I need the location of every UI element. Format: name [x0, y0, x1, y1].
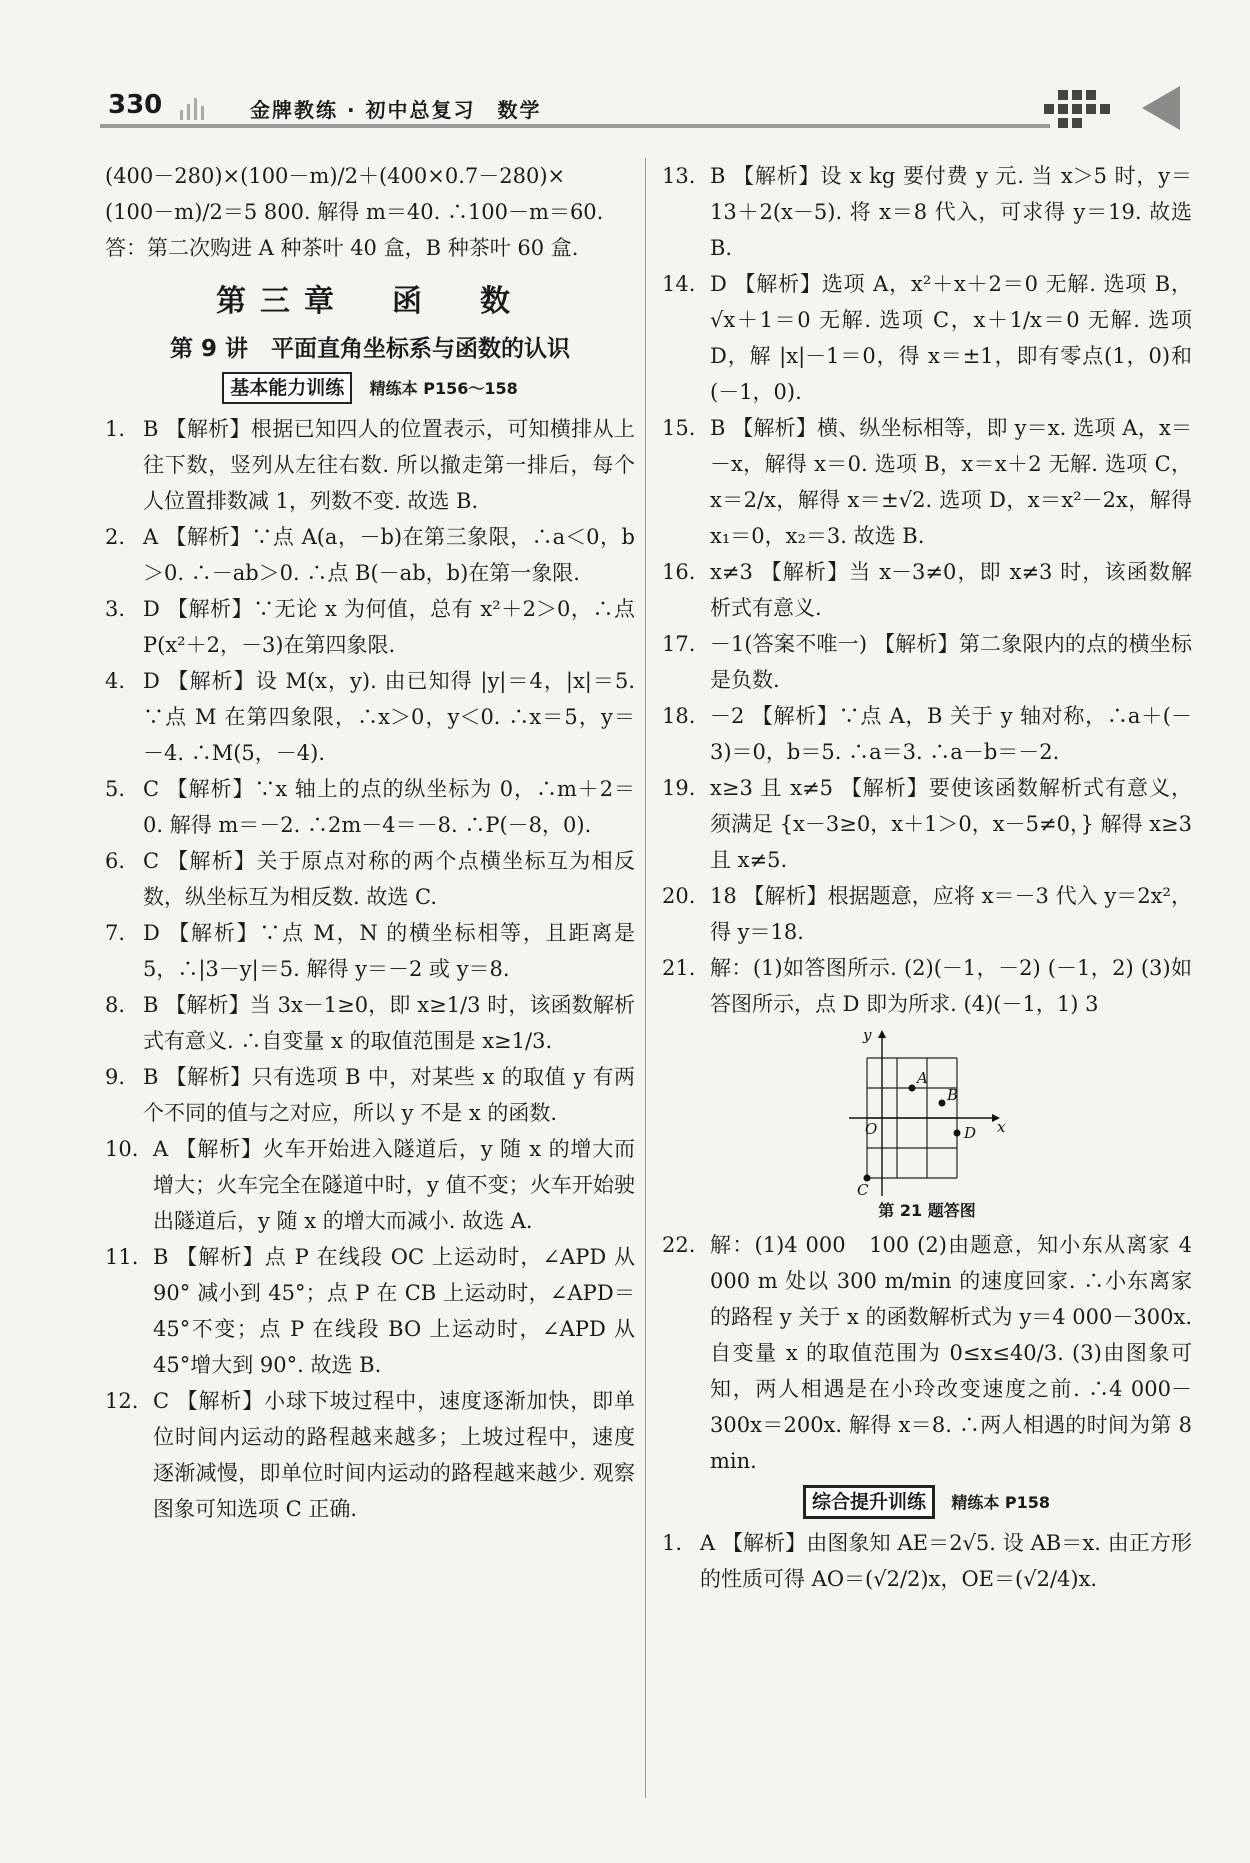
answer-item: 11. B 【解析】点 P 在线段 OC 上运动时，∠APD 从 90° 减小到 45°；点 P 在 CB 上运动时，∠APD＝45°不变；点 P 在线段 BO 上运动时，∠APD 从 45°增大到 90°. 故选 B.: [105, 1245, 635, 1377]
answer-item: 3. D 【解析】∵无论 x 为何值，总有 x²＋2＞0，∴点 P(x²＋2，－3)在第四象限.: [105, 597, 635, 657]
section-title-basic: 基本能力训练: [222, 372, 352, 404]
origin-label: O: [865, 1120, 878, 1138]
point-b-label: B: [947, 1086, 959, 1104]
coordinate-grid-svg: [827, 1028, 1027, 1198]
continued-line-1: (400－280)×(100－m)/2＋(400×0.7－280)×: [105, 164, 566, 188]
page-header: [100, 80, 1180, 132]
answer-item: 6. C 【解析】关于原点对称的两个点横坐标互为相反数，纵坐标互为相反数. 故选 C.: [105, 849, 635, 909]
answer-item: 14. D 【解析】选项 A，x²＋x＋2＝0 无解. 选项 B，√x＋1＝0 无解. 选项 C，x＋1/x＝0 无解. 选项 D，解 |x|－1＝0，得 x＝±1，即有零点(1，0)和(－1，0).: [662, 272, 1192, 404]
answer-item: 22. 解：(1)4 000 100 (2)由题意，知小东从离家 4 000 m 处以 300 m/min 的速度回家. ∴小东离家的路程 y 关于 x 的函数解析式为 y＝4 000－300x. 自变量 x 的取值范围为 0≤x≤40/3. (3)由图象可知，两人相遇是在小玲改变速度之前. ∴4 000－300x＝200x. 解得 x＝8. ∴两人相遇的时间为第 8 min.: [662, 1233, 1192, 1473]
answer-item: 13. B 【解析】设 x kg 要付费 y 元. 当 x＞5 时，y＝13＋2(x－5). 将 x＝8 代入，可求得 y＝19. 故选 B.: [662, 164, 1192, 260]
answer-item: 21. 解：(1)如答图所示. (2)(－1，－2) (－1，2) (3)如答图所示，点 D 即为所求. (4)(－1，1) 3: [662, 956, 1192, 1016]
section-header-basic: [105, 371, 635, 407]
answer-text: 答：第二次购进 A 种茶叶 40 盒，B 种茶叶 60 盒.: [105, 236, 579, 260]
point-d-label: D: [964, 1124, 977, 1142]
x-axis-label: x: [997, 1118, 1006, 1136]
y-axis-label: y: [863, 1028, 872, 1044]
column-divider: [645, 158, 646, 1798]
point-a-label: A: [917, 1069, 928, 1087]
point-d: [954, 1130, 961, 1137]
point-b: [939, 1100, 946, 1107]
answer-item: 1. A 【解析】由图象知 AE＝2√5. 设 AB＝x. 由正方形的性质可得 AO＝(√2/2)x，OE＝(√2/4)x.: [662, 1531, 1192, 1591]
answer-item: 1. B 【解析】根据已知四人的位置表示，可知横排从上往下数，竖列从左往右数. 所以撤走第一排后，每个人位置排数减 1，列数不变. 故选 B.: [105, 417, 635, 513]
section-ref-advanced: 精练本 P158: [951, 1493, 1051, 1512]
point-c-label: C: [857, 1181, 869, 1198]
answer-item: 17. －1(答案不唯一) 【解析】第二象限内的点的横坐标是负数.: [662, 632, 1192, 692]
section-header-advanced: [662, 1485, 1192, 1521]
figure-caption: 第 21 题答图: [878, 1201, 976, 1220]
answer-item: 18. －2 【解析】∵点 A，B 关于 y 轴对称，∴a＋(－3)＝0，b＝5. ∴a＝3. ∴a－b＝－2.: [662, 704, 1192, 764]
figure-21-grid: [827, 1028, 1027, 1198]
continued-line-2: (100－m)/2＝5 800. 解得 m＝40. ∴100－m＝60.: [105, 200, 604, 224]
answer-item: 8. B 【解析】当 3x－1≥0，即 x≥1/3 时，该函数解析式有意义. ∴自变量 x 的取值范围是 x≥1/3.: [105, 993, 635, 1053]
answer-item: 9. B 【解析】只有选项 B 中，对某些 x 的取值 y 有两个不同的值与之对应，所以 y 不是 x 的函数.: [105, 1065, 635, 1125]
header-grid-decoration: [1040, 80, 1180, 132]
section-title-advanced: 综合提升训练: [804, 1486, 934, 1518]
header-arrow-icon: [1142, 86, 1180, 130]
header-bars-decoration: [180, 98, 240, 124]
answer-item: 20. 18 【解析】根据题意，应将 x＝－3 代入 y＝2x²，得 y＝18.: [662, 884, 1192, 944]
header-rule: [100, 124, 1050, 128]
right-column: [662, 158, 1192, 1597]
answer-item: 5. C 【解析】∵x 轴上的点的纵坐标为 0，∴m＋2＝0. 解得 m＝－2. ∴2m－4＝－8. ∴P(－8，0).: [105, 777, 635, 837]
answer-item: 15. B 【解析】横、纵坐标相等，即 y＝x. 选项 A，x＝－x，解得 x＝0. 选项 B，x＝x＋2 无解. 选项 C，x＝2/x，解得 x＝±√2. 选项 D，x＝x²－2x，解得 x₁＝0，x₂＝3. 故选 B.: [662, 416, 1192, 548]
answer-item: 16. x≠3 【解析】当 x－3≠0，即 x≠3 时，该函数解析式有意义.: [662, 560, 1192, 620]
answer-item: 12. C 【解析】小球下坡过程中，速度逐渐加快，即单位时间内运动的路程越来越多；上坡过程中，速度逐渐减慢，即单位时间内运动的路程越来越少. 观察图象可知选项 C 正确.: [105, 1389, 635, 1521]
page-number: 330: [108, 90, 163, 120]
chapter-title: 第三章 函 数: [216, 284, 524, 319]
book-title: 金牌教练 · 初中总复习 数学: [250, 98, 542, 122]
answer-item: 10. A 【解析】火车开始进入隧道后，y 随 x 的增大而增大；火车完全在隧道中时，y 值不变；火车开始驶出隧道后，y 随 x 的增大而减小. 故选 A.: [105, 1137, 635, 1233]
left-column: [105, 158, 635, 1527]
point-a: [909, 1085, 916, 1092]
answer-item: 7. D 【解析】∵点 M，N 的横坐标相等，且距离是 5，∴|3－y|＝5. 解得 y＝－2 或 y＝8.: [105, 921, 635, 981]
lesson-title: 第 9 讲 平面直角坐标系与函数的认识: [169, 336, 571, 362]
section-ref-basic: 精练本 P156～158: [369, 379, 518, 398]
answer-item: 19. x≥3 且 x≠5 【解析】要使该函数解析式有意义，须满足 {x－3≥0，x＋1＞0，x－5≠0，} 解得 x≥3 且 x≠5.: [662, 776, 1192, 872]
answer-item: 4. D 【解析】设 M(x，y). 由已知得 |y|＝4，|x|＝5. ∵点 M 在第四象限，∴x＞0，y＜0. ∴x＝5，y＝－4. ∴M(5，－4).: [105, 669, 635, 765]
answer-item: 2. A 【解析】∵点 A(a，－b)在第三象限，∴a＜0，b＞0. ∴－ab＞0. ∴点 B(－ab，b)在第一象限.: [105, 525, 635, 585]
